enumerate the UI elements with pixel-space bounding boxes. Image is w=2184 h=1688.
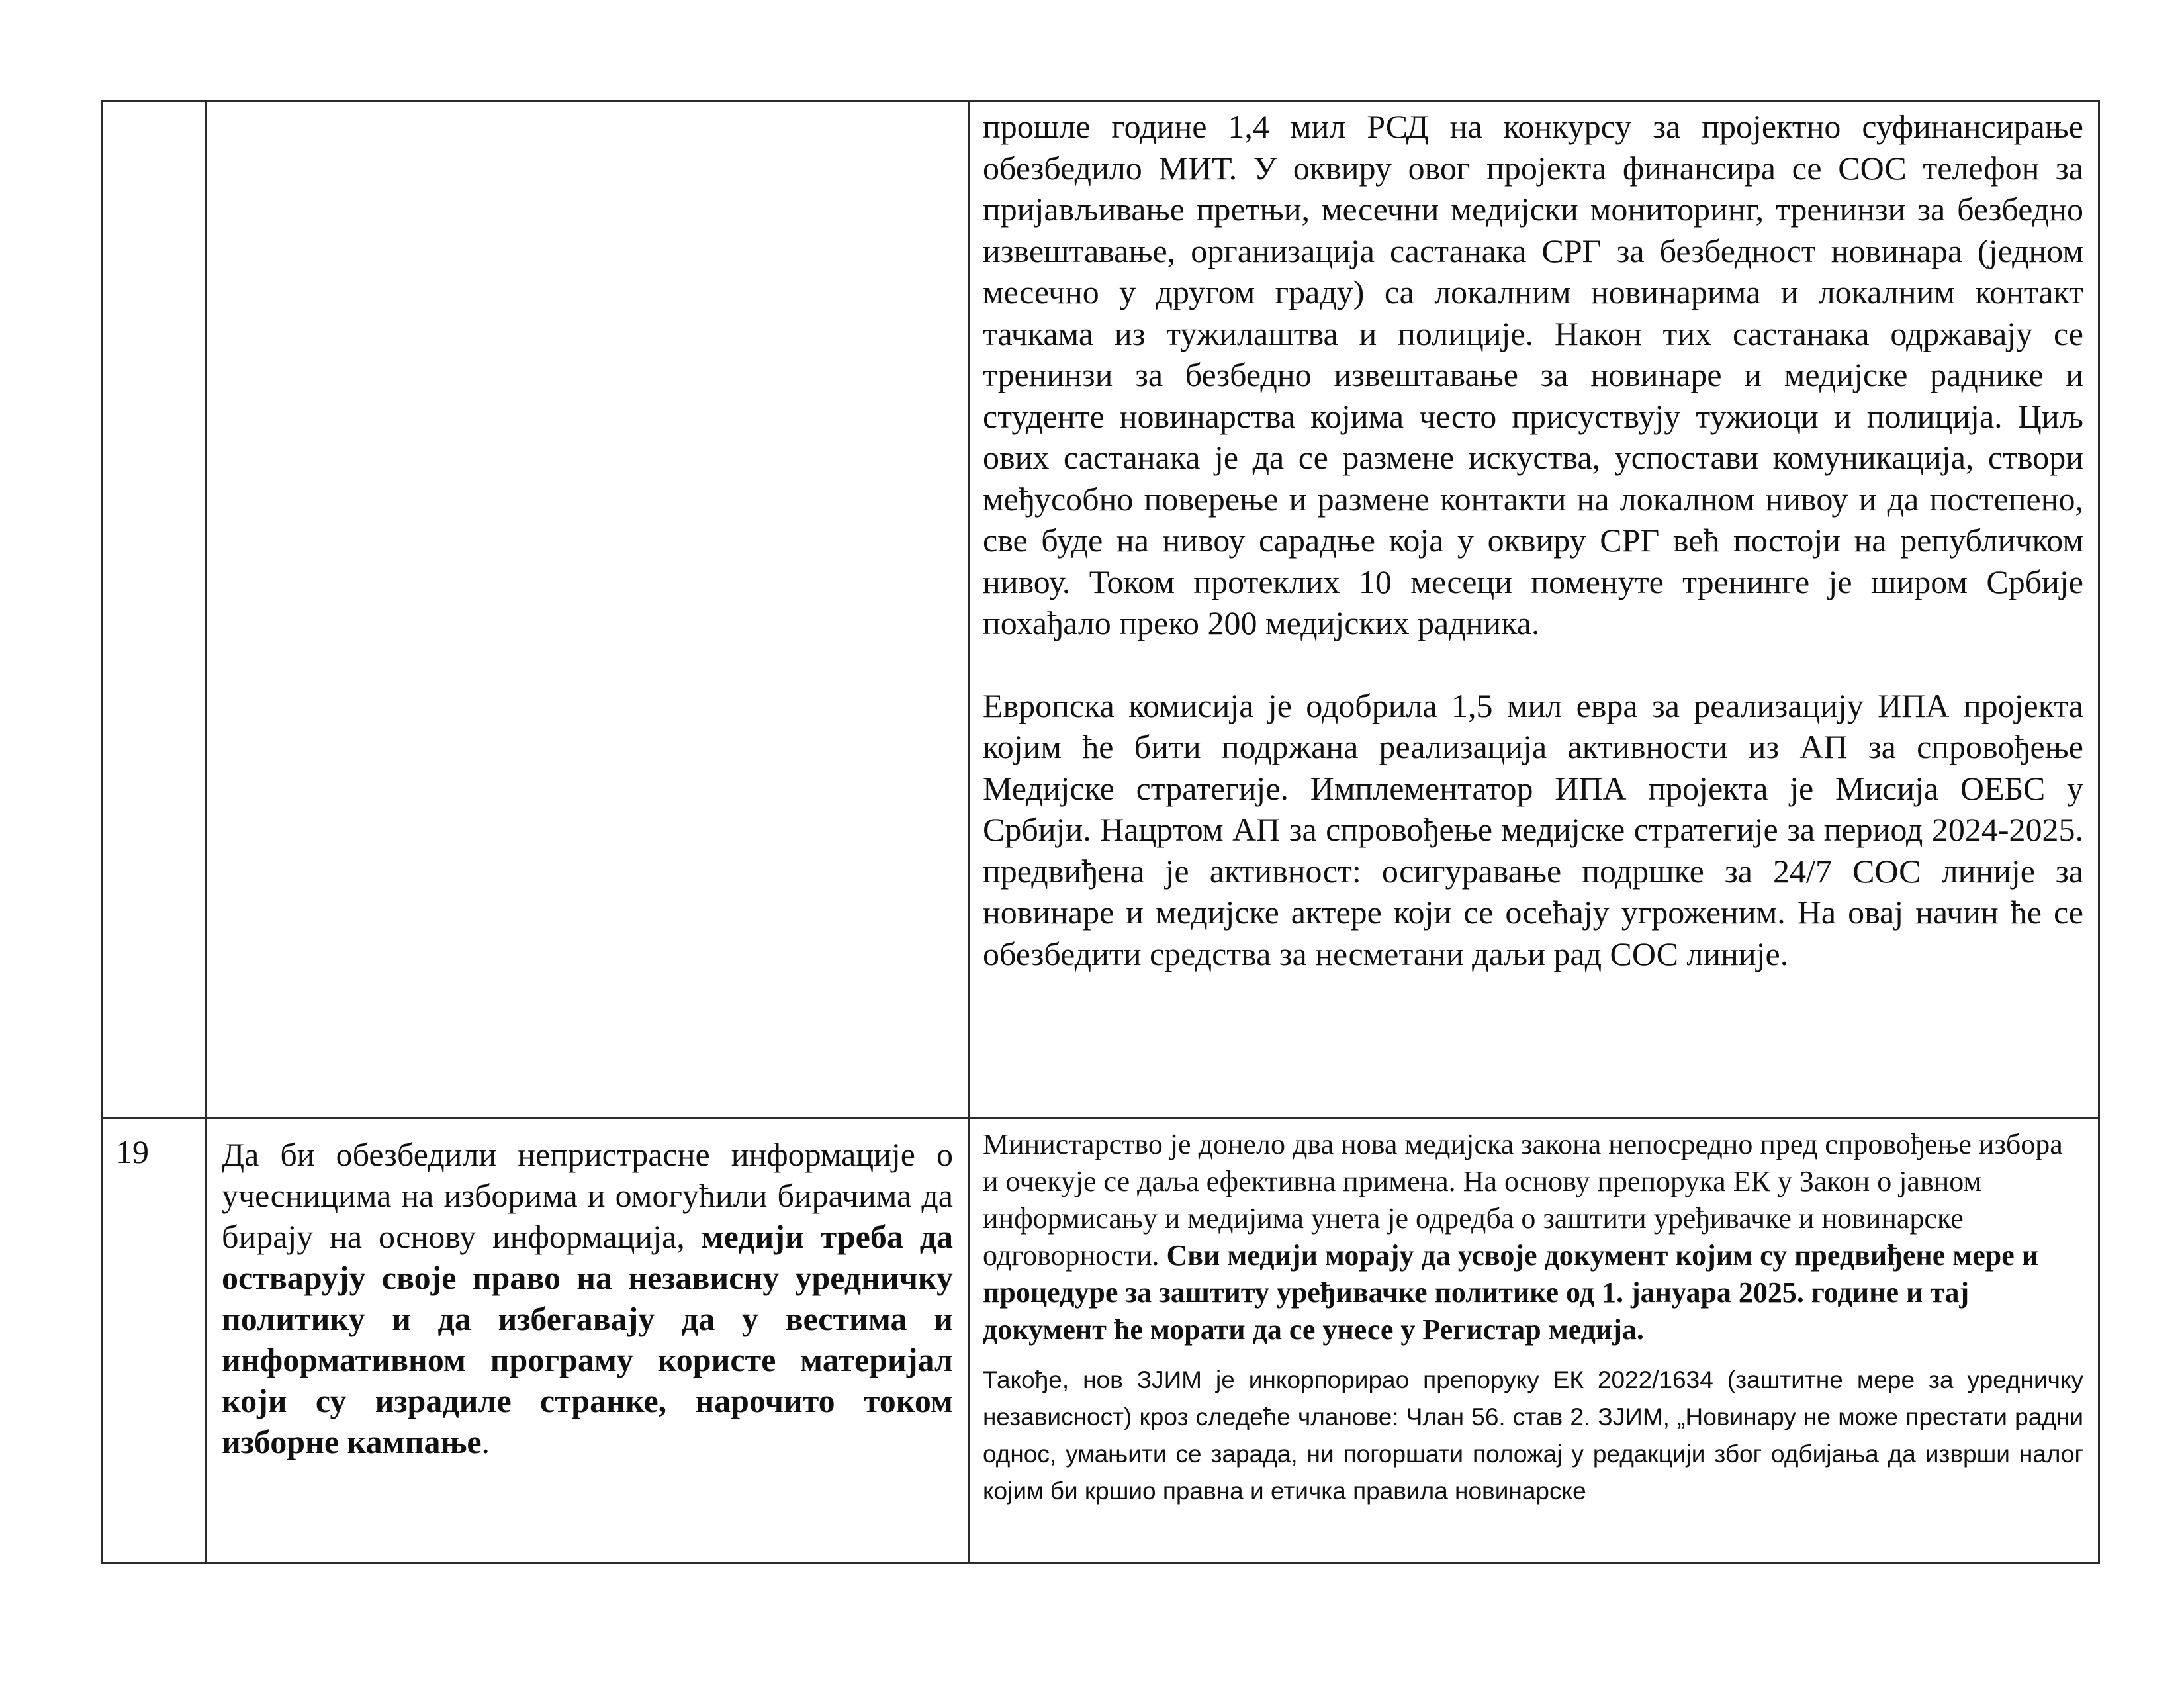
recommendation-text bbox=[207, 1119, 968, 1462]
row-number-cell bbox=[102, 1119, 206, 1563]
row-number-cell bbox=[102, 101, 206, 1119]
response-paragraph: прошле године 1,4 мил РСД на конкурсу за пројектно суфинансирање обезбедило МИТ. У оквиру овог пројекта финансира се СОС телефон за пријављивање претњи, месечни медијски мониторинг, тренинзи за безбедно извештавање, организација састанака СРГ за безбедност новинара (једном месечно у другом граду) са локалним новинарима и локалним контакт тачкама из тужилаштва и полиције. Након тих састанака одржавају се тренинзи за безбедно извештавање за новинаре и медијске раднике и студенте новинарства којима често присуствују тужиоци и полиција. Циљ ових састанака је да се размене искуства, успостави комуникација, створи међусобно поверење и размене контакти на локалном нивоу и да постепено, све буде на нивоу сарадње која у оквиру СРГ већ постоји на републичком нивоу. Током протеклих 10 месеци поменуте тренинге је широм Србије похађало преко 200 медијских радника. bbox=[983, 108, 2083, 641]
response-paragraph: Европска комисија је одобрила 1,5 мил евра за реализацију ИПА пројекта којим ће бити подржана реализација активности из АП за спровођење Медијске стратегије. Имплементатор ИПА пројекта је Мисија ОЕБС у Србији. Нацртом АП за спровођење медијске стратегије за период 2024-2025. предвиђена је активност: осигуравање подршке за 24/7 СОС линије за новинаре и медијске актере који се осећају угроженим. На овај начин ће се обезбедити средства за несметани даљи рад СОС линије. bbox=[983, 686, 2083, 972]
recommendation-text-normal: Да би обезбедили непристрасне информације о учесницима на изборима и омогућили бирачима да бирају на основу информација, bbox=[222, 1136, 953, 1255]
response-text-bold: Сви медији морају да усвоје документ којим су предвиђене мере и процедуре за заштиту уређивачке политике од 1. јануара 2025. године и тај документ ће морати да се унесе у Регистар медија. bbox=[983, 1239, 2039, 1346]
response-paragraph bbox=[970, 1119, 2098, 1348]
response-cell bbox=[969, 101, 2099, 1119]
recommendation-cell bbox=[206, 101, 969, 1119]
table-row bbox=[102, 1119, 2099, 1563]
response-cell bbox=[969, 1119, 2099, 1563]
response-paragraph: Такође, нов ЗЈИМ је инкорпорирао препоруку ЕК 2022/1634 (заштитне мере за уредничку независност) кроз следеће чланове: Члан 56. став 2. ЗЈИМ, „Новинару не може престати радни однос, умањити се зарада, ни погоршати положај у редакцији због одбијања да изврши налог којим би кршио правна и етичка правила новинарске bbox=[983, 1366, 2083, 1505]
recommendation-cell bbox=[206, 1119, 969, 1563]
recommendation-text-bold: медији треба да остварују своје право на независну уредничку политику и да избегавају да у вестима и информативном програму користе материјал који су израдиле странке, нарочито током изборне кампање bbox=[222, 1218, 953, 1460]
recommendation-text-end: . bbox=[481, 1423, 490, 1460]
recommendations-table bbox=[101, 100, 2100, 1564]
table-row bbox=[102, 101, 2099, 1119]
row-number: 19 bbox=[116, 1133, 149, 1170]
recommendation-text bbox=[207, 102, 968, 117]
response-text-normal: Министарство је донело два нова медијска закона непосредно пред спровођење избора и очекује се даља ефективна примена. На основу препорука ЕК у Закон о јавном информисању и медијима унета је одредба о заштити уређивачке и новинарске одговорности. bbox=[983, 1128, 2063, 1272]
